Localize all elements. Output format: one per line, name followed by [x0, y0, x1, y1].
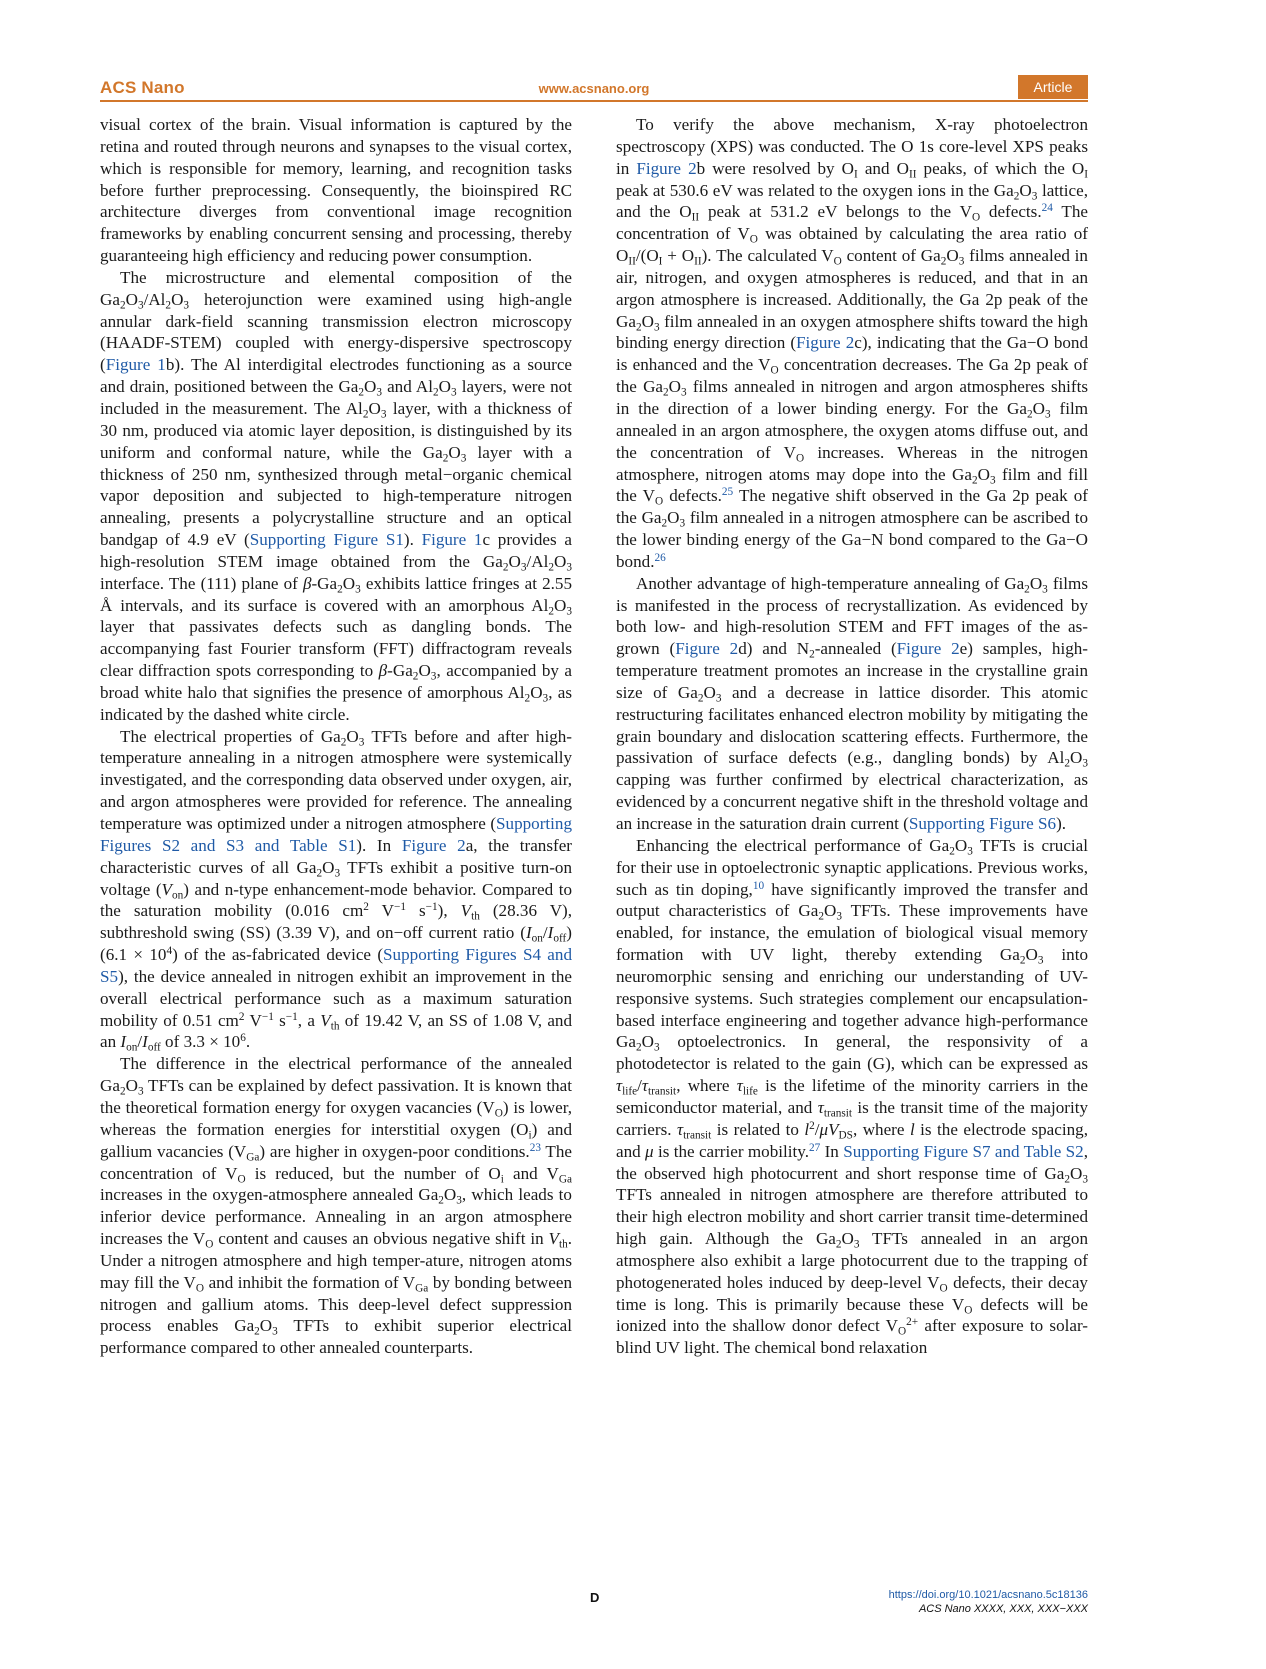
subscript: 3	[836, 910, 842, 923]
subscript: 2	[809, 648, 815, 661]
subscript: 2	[438, 1194, 444, 1207]
subscript: 3	[355, 583, 361, 596]
subscript: transit	[648, 1085, 677, 1098]
subscript: 2	[1024, 583, 1030, 596]
subscript: 2	[1019, 954, 1026, 967]
subscript: O	[237, 1172, 246, 1185]
subscript: transit	[683, 1129, 712, 1142]
subscript: 3	[137, 1085, 144, 1098]
subscript: i	[500, 1172, 504, 1185]
subscript: 3	[715, 692, 722, 705]
subscript: on	[126, 1041, 138, 1054]
figure-reference-link[interactable]: Figure 2	[796, 333, 855, 353]
italic-symbol: l	[909, 1119, 915, 1139]
subscript: 2	[316, 867, 323, 880]
subscript: O	[770, 364, 779, 377]
paragraph: The microstructure and elemental composition of the $Ga_2O_3/Al_2O_3$ heterojunction were examined using high-angle annular dark-field scanning transmission electron microscopy (HAADF-STEM) coupled with energy-dispersive spectroscopy (Figure 1b). The Al interdigital electrodes functioning as a source and drain, positioned between the $Ga_2O_3$ and $Al_2O_3$ layers, were not included in the measurement. The $Al_2O_3$ layer, with a thickness of 30 nm, produced via atomic layer deposition, is distinguished by its uniform and conformal nature, while the $Ga_2O_3$ layer with a thickness of 250 nm, synthesized through metal−organic chemical vapor deposition and subjected to high-temperature nitrogen annealing, presents a polycrystalline structure and an optical bandgap of 4.9 eV (Supporting Figure S1). Figure 1c provides a high-resolution STEM image obtained from the $Ga_2O_3/Al_2O_3$ interface. The (111) plane of $\beta-Ga_2O_3$ exhibits lattice fringes at 2.55 Å intervals, and its surface is covered with an amorphous $Al_2O_3$ layer that passivates defects such as dangling bonds. The accompanying fast Fourier transform (FFT) diffractogram reveals clear diffraction spots corresponding to $\beta-Ga_2O_3$, accompanied by a broad white halo that signifies the presence of amorphous $Al_2O_3$, as indicated by the dashed white circle.	[100, 267, 572, 724]
subscript: 3	[1037, 954, 1044, 967]
subscript: 3	[653, 1041, 660, 1054]
subscript: 2	[362, 408, 369, 421]
subscript: 2	[433, 386, 439, 399]
subscript: 2	[971, 473, 978, 486]
subscript: Ga	[558, 1172, 572, 1185]
subscript: 3	[1042, 583, 1048, 596]
subscript: on	[531, 932, 543, 945]
superscript: 2+	[906, 1316, 919, 1329]
subscript: 3	[958, 255, 965, 268]
journal-name: ACS Nano	[100, 78, 185, 97]
italic-symbol: τ	[641, 1076, 649, 1096]
citation-reference-link[interactable]: 26	[654, 551, 666, 564]
subscript: O	[195, 1282, 205, 1295]
italic-symbol: I	[120, 1032, 127, 1052]
superscript: 4	[166, 944, 173, 957]
subscript: II	[908, 168, 917, 181]
running-header	[100, 78, 1088, 100]
subscript: DS	[838, 1129, 853, 1142]
subscript: O	[205, 1238, 214, 1251]
italic-symbol: V	[548, 1229, 559, 1249]
subscript: 3	[430, 670, 437, 683]
italic-symbol: I	[525, 923, 532, 943]
citation-reference-link[interactable]: 25	[721, 486, 734, 499]
left-text-column	[100, 114, 572, 1359]
figure-reference-link[interactable]: Supporting Figure S6	[908, 814, 1057, 833]
italic-symbol: V	[161, 879, 172, 899]
subscript: 2	[1013, 189, 1020, 202]
superscript: 2	[363, 901, 369, 914]
figure-reference-link[interactable]: Supporting Figure S7 and Table S2	[843, 1141, 1084, 1161]
figure-reference-link[interactable]: Figure 2	[636, 158, 697, 178]
paragraph: The difference in the electrical performance of the annealed $Ga_2O_3$ TFTs can be explained by defect passivation. It is known that the theoretical formation energy for oxygen vacancies $(V_O)$ is lower, whereas the formation energies for interstitial oxygen $(O_i)$ and gallium vacancies $(V_{Ga})$ are higher in oxygen-poor conditions.$^{23}$ The concentration of $V_O$ is reduced, but the number of $O_i$ and $V_{Ga}$ increases in the oxygen-atmosphere annealed $Ga_2O_3$, which leads to inferior device performance. Annealing in an argon atmosphere increases the $V_O$ content and causes an obvious negative shift in $V_{th}$. Under a nitrogen atmosphere and high temper-ature, nitrogen atoms may fill the $V_O$ and inhibit the formation of $V_{Ga}$ by bonding between nitrogen and gallium atoms. This deep-level defect suppression process enables $Ga_2O_3$ TFTs to exhibit superior electrical performance compared to other annealed counterparts.	[100, 1054, 573, 1358]
paragraph: To verify the above mechanism, X-ray photoelectron spectroscopy (XPS) was conducted. The O 1s core-level XPS peaks in Figure 2b were resolved by $O_I$ and $O_{II}$ peaks, of which the $O_I$ peak at 530.6 eV was related to the oxygen ions in the $Ga_2O_3$ lattice, and the $O_{II}$ peak at 531.2 eV belongs to the $V_O$ defects.$^{24}$ The concentration of $V_O$ was obtained by calculating the area ratio of $O_{II}/(O_I + O_{II})$. The calculated $V_O$ content of $Ga_2O_3$ films annealed in air, nitrogen, and oxygen atmospheres is reduced, and that in an argon atmosphere is increased. Additionally, the Ga 2p peak of the $Ga_2O_3$ film annealed in an oxygen atmosphere shifts toward the high binding energy direction (Figure 2c), indicating that the Ga−O bond is enhanced and the $V_O$ concentration decreases. The Ga 2p peak of the $Ga_2O_3$ films annealed in nitrogen and argon atmospheres shifts in the direction of a lower binding energy. For the $Ga_2O_3$ film annealed in an argon atmosphere, the oxygen atoms diffuse out, and the concentration of $V_O$ increases. Whereas in the nitrogen atmosphere, nitrogen atoms may dope into the $Ga_2O_3$ film and fill the $V_O$ defects.$^{25}$ The negative shift observed in the Ga 2p peak of the $Ga_2O_3$ film annealed in a nitrogen atmosphere can be ascribed to the lower binding energy of the Ga−N bond compared to the Ga−O bond.$^{26}$	[616, 115, 1089, 571]
doi-link[interactable]: https://doi.org/10.1021/acsnano.5c18136	[888, 1589, 1088, 1601]
subscript: 3	[1082, 757, 1088, 770]
subscript: 3	[137, 299, 144, 312]
subscript: 3	[183, 299, 190, 312]
subscript: O	[749, 233, 758, 246]
superscript: −1	[393, 901, 406, 914]
subscript: I	[658, 255, 663, 268]
subscript: II	[628, 255, 636, 268]
italic-symbol: V	[320, 1010, 331, 1030]
subscript: 3	[989, 473, 996, 486]
italic-symbol: τ	[616, 1076, 623, 1096]
subscript: 3	[967, 845, 973, 858]
subscript: on	[172, 888, 184, 901]
subscript: 2	[661, 517, 668, 530]
paragraph: visual cortex of the brain. Visual information is captured by the retina and routed through neurons and synapses to the visual cortex, which is responsible for memory, learning, and recognition tasks before further preprocessing. Consequently, the bioinspired RC architecture diverges from conventional image recognition frameworks by enabling concurrent sensing and processing, thereby guaranteeing high efficiency and reducing power consumption.	[100, 115, 572, 266]
subscript: 3	[272, 1325, 278, 1338]
italic-symbol: μ	[645, 1141, 654, 1161]
subscript: th	[558, 1238, 568, 1251]
subscript: 3	[679, 517, 686, 530]
subscript: 3	[380, 408, 387, 421]
subscript: 3	[358, 736, 365, 748]
article-type-badge: Article	[1018, 75, 1088, 99]
subscript: 3	[853, 1238, 860, 1251]
subscript: 2	[835, 1238, 842, 1251]
subscript: O	[971, 211, 981, 224]
subscript: 2	[340, 736, 347, 748]
italic-symbol: I	[142, 1032, 148, 1052]
subscript: 2	[635, 320, 642, 333]
subscript: Ga	[246, 1151, 260, 1164]
superscript: −1	[285, 1010, 298, 1023]
subscript: life	[622, 1085, 638, 1098]
subscript: 3	[334, 867, 341, 880]
subscript: 2	[337, 583, 343, 596]
subscript: O	[964, 1303, 973, 1316]
subscript: 2	[1064, 1172, 1070, 1185]
figure-reference-link[interactable]: Supporting Figures S4 and S5	[100, 945, 572, 986]
subscript: I	[854, 168, 858, 181]
figure-reference-link[interactable]: Supporting Figures S2 and S3 and Table S1	[100, 814, 572, 855]
subscript: th	[330, 1019, 340, 1032]
italic-symbol: β	[302, 573, 312, 593]
italic-symbol: τ	[817, 1097, 824, 1117]
subscript: 2	[502, 561, 509, 574]
subscript: 2	[165, 299, 172, 312]
subscript: 3	[1031, 189, 1038, 202]
subscript: 2	[949, 845, 955, 858]
citation-reference-link[interactable]: 23	[529, 1141, 541, 1154]
superscript: 6	[240, 1032, 246, 1045]
subscript: 3	[451, 386, 457, 399]
subscript: 3	[1044, 408, 1051, 421]
italic-symbol: V	[460, 901, 472, 921]
subscript: 2	[697, 692, 704, 705]
subscript: 3	[376, 386, 383, 399]
subscript: II	[694, 255, 702, 268]
subscript: life	[742, 1085, 758, 1098]
citation-reference-link[interactable]: 27	[808, 1141, 821, 1154]
italic-symbol: I	[547, 923, 554, 943]
superscript: 2	[238, 1010, 245, 1023]
italic-symbol: τ	[676, 1119, 684, 1139]
journal-website-link[interactable]: www.acsnano.org	[538, 81, 650, 96]
subscript: 3	[542, 692, 549, 705]
subscript: 3	[520, 561, 527, 574]
subscript: 2	[358, 386, 365, 399]
figure-reference-link[interactable]: Figure 2	[401, 835, 466, 855]
subscript: off	[147, 1041, 161, 1054]
citation-reference-link[interactable]: 10	[752, 879, 765, 892]
figure-reference-link[interactable]: Figure 2	[675, 639, 739, 659]
subscript: 2	[119, 1085, 126, 1098]
figure-reference-link[interactable]: Supporting Figure S1	[249, 530, 404, 550]
figure-reference-link[interactable]: Figure 1	[105, 355, 166, 375]
figure-reference-link[interactable]: Figure 1	[421, 530, 483, 550]
subscript: 2	[548, 561, 554, 574]
subscript: 2	[548, 604, 554, 617]
header-divider	[100, 100, 1088, 102]
italic-symbol: l	[804, 1119, 810, 1139]
subscript: 2	[663, 386, 669, 399]
page-letter: D	[590, 1590, 600, 1605]
superscript: 2	[809, 1119, 815, 1132]
subscript: 3	[681, 386, 687, 399]
subscript: th	[471, 910, 480, 923]
citation-line: ACS Nano XXXX, XXX, XXX−XXX	[918, 1603, 1088, 1615]
citation-reference-link[interactable]: 24	[1041, 202, 1053, 215]
superscript: −1	[425, 901, 438, 914]
subscript: 2	[818, 910, 824, 923]
paragraph: Another advantage of high-temperature annealing of $Ga_2O_3$ films is manifested in the process of recrystallization. As evidenced by both low- and high-resolution STEM and FFT images of the as-grown (Figure 2d) and $N_2$-annealed (Figure 2e) samples, high-temperature treatment promotes an increase in the crystalline grain size of $Ga_2O_3$ and a decrease in lattice disorder. This atomic restructuring facilitates enhanced electron mobility by mitigating the grain boundary and dislocation scattering effects. Furthermore, the passivation of surface defects (e.g., dangling bonds) by $Al_2O_3$ capping was further confirmed by electrical characterization, as evidenced by a concurrent negative shift in the threshold voltage and an increase in the saturation drain current (Supporting Figure S6).	[616, 573, 1089, 833]
subscript: O	[833, 255, 842, 268]
subscript: I	[1084, 168, 1089, 181]
paragraph: The electrical properties of $Ga_2O_3$ TFTs before and after high-temperature annealing in a nitrogen atmosphere were systemically investigated, and the corresponding data observed under oxygen, air, and argon atmospheres were provided for reference. The annealing temperature was optimized under a nitrogen atmosphere (Supporting Figures S2 and S3 and Table S1). In Figure 2a, the transfer characteristic curves of all $Ga_2O_3$ TFTs exhibit a positive turn-on voltage $(V_{on})$ and n-type enhancement-mode behavior. Compared to the saturation mobility (0.016 $cm^2$ $V^{-1}$ $s^{-1}$), $V_{th}$ (28.36 V), subthreshold swing (SS) (3.39 V), and on−off current ratio $(I_{on}/I_{off}) (6.1 \times 10^4)$ of the as-fabricated device (Supporting Figures S4 and S5), the device annealed in nitrogen exhibit an improvement in the overall electrical performance such as a maximum saturation mobility of 0.51 $cm^2$ $V^{-1}$ $s^{-1}$, a $V_{th}$ of 19.42 V, an SS of 1.08 V, and an $I_{on}/I_{off}$ of $3.3 \times 10^6$.	[100, 726, 573, 1054]
subscript: 2	[254, 1325, 260, 1338]
subscript: i	[528, 1129, 532, 1142]
italic-symbol: τ	[736, 1076, 743, 1096]
subscript: 2	[119, 299, 126, 312]
subscript: 2	[442, 452, 449, 465]
subscript: O	[898, 1325, 907, 1338]
subscript: II	[691, 211, 700, 224]
subscript: 3	[653, 320, 660, 333]
italic-symbol: β	[378, 661, 388, 681]
subscript: O	[494, 1107, 503, 1120]
subscript: 2	[524, 692, 531, 705]
subscript: transit	[823, 1107, 852, 1120]
subscript: O	[655, 495, 664, 508]
subscript: 3	[566, 561, 572, 574]
paragraph: Enhancing the electrical performance of $Ga_2O_3$ TFTs is crucial for their use in optoelectronic synaptic applications. Previous works, such as tin doping,$^{10}$ have significantly improved the transfer and output characteristics of $Ga_2O_3$ TFTs. These improvements have enabled, for instance, the emulation of biological visual memory formation with UV light, thereby extending $Ga_2O_3$ into neuromorphic sensing and enriching our understanding of UV-responsive systems. Such strategies complement our encapsulation-based interface engineering and together advance high-performance $Ga_2O_3$ optoelectronics. In general, the responsivity of a photodetector is related to the gain (G), which can be expressed as $\tau_{life}/\tau_{transit}$, where $\tau_{life}$ is the lifetime of the minority carriers in the semiconductor material, and $\tau_{transit}$ is the transit time of the majority carriers. $\tau_{transit}$ is related to $l^2/\mu V_{DS}$, where l is the electrode spacing, and μ is the carrier mobility.$^{27}$ In Supporting Figure S7 and Table S2, the observed high photocurrent and short response time of $Ga_2O_3$ TFTs annealed in nitrogen atmosphere are therefore attributed to their high electron mobility and short carrier transit time-determined high gain. Although the $Ga_2O_3$ TFTs annealed in an argon atmosphere also exhibit a large photocurrent due to the trapping of photogenerated holes induced by deep-level $V_O$ defects, their decay time is long. This is primarily because these $V_O$ defects will be ionized into the shallow donor defect $V_O^{2+}$ after exposure to solar-blind UV light. The chemical bond relaxation	[616, 835, 1088, 1358]
subscript: off	[553, 932, 567, 945]
subscript: 2	[1064, 757, 1070, 770]
subscript: 3	[460, 452, 467, 465]
subscript: Ga	[415, 1282, 429, 1295]
subscript: 3	[566, 604, 572, 617]
subscript: 2	[940, 255, 947, 268]
subscript: 2	[1026, 408, 1033, 421]
subscript: 2	[412, 670, 419, 683]
subscript: O	[939, 1282, 948, 1295]
italic-symbol: μV	[819, 1119, 839, 1139]
right-text-column	[616, 114, 1088, 1359]
figure-reference-link[interactable]: Figure 2	[896, 639, 960, 659]
superscript: −1	[261, 1010, 274, 1023]
subscript: 2	[635, 1041, 642, 1054]
subscript: 3	[456, 1194, 462, 1207]
subscript: 3	[1082, 1172, 1088, 1185]
subscript: O	[795, 452, 805, 465]
